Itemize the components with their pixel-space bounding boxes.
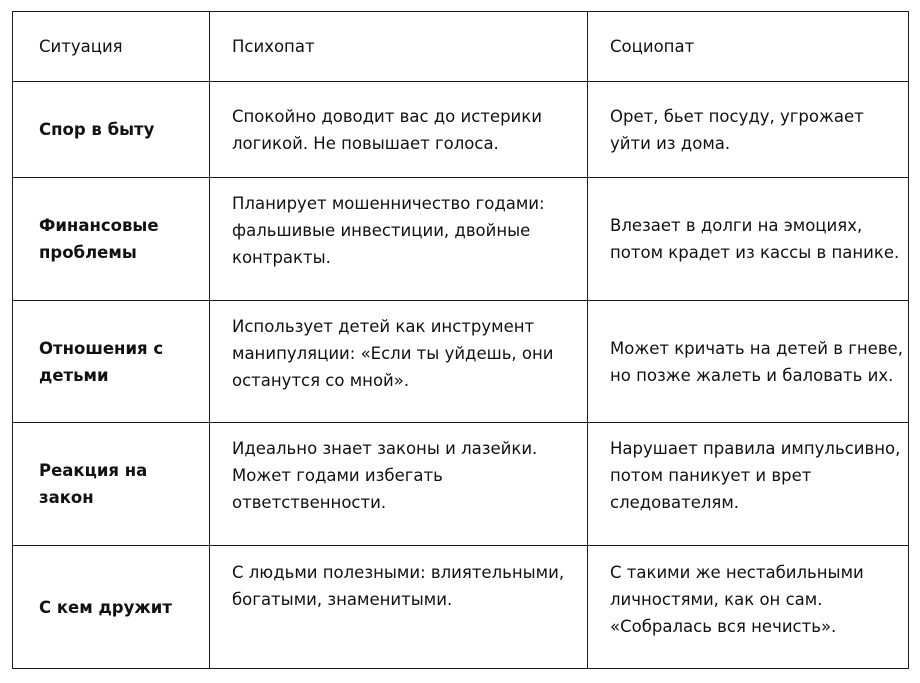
situation-cell: Спор в быту [13, 82, 210, 178]
psychopath-cell: Использует детей как инструмент манипуляции: «Если ты уйдешь, они останутся со мной». [210, 301, 588, 423]
sociopath-cell: Орет, бьет посуду, угрожает уйти из дома. [588, 82, 909, 178]
header-sociopath: Социопат [588, 12, 909, 82]
table-header [13, 12, 909, 82]
situation-cell: Финансовые проблемы [13, 178, 210, 301]
psychopath-cell: Спокойно доводит вас до истерики логикой. Не повышает голоса. [210, 82, 588, 178]
sociopath-cell: Может кричать на детей в гневе, но позже жалеть и баловать их. [588, 301, 909, 423]
situation-cell: С кем дружит [13, 546, 210, 669]
psychopath-cell: С людьми полезными: влиятельными, богатыми, знаменитыми. [210, 546, 588, 669]
header-row [13, 12, 909, 82]
table-row [13, 546, 909, 669]
comparison-table [12, 11, 909, 669]
header-psychopath: Психопат [210, 12, 588, 82]
table-row [13, 301, 909, 423]
header-situation: Ситуация [13, 12, 210, 82]
table-body [13, 82, 909, 669]
psychopath-cell: Идеально знает законы и лазейки. Может годами избегать ответственности. [210, 423, 588, 546]
situation-cell: Реакция на закон [13, 423, 210, 546]
psychopath-cell: Планирует мошенничество годами: фальшивые инвестиции, двойные контракты. [210, 178, 588, 301]
table-row [13, 82, 909, 178]
sociopath-cell: Влезает в долги на эмоциях, потом крадет из кассы в панике. [588, 178, 909, 301]
table-row [13, 178, 909, 301]
situation-cell: Отношения с детьми [13, 301, 210, 423]
sociopath-cell: С такими же нестабильными личностями, как он сам. «Собралась вся нечисть». [588, 546, 909, 669]
sociopath-cell: Нарушает правила импульсивно, потом паникует и врет следователям. [588, 423, 909, 546]
table-row [13, 423, 909, 546]
